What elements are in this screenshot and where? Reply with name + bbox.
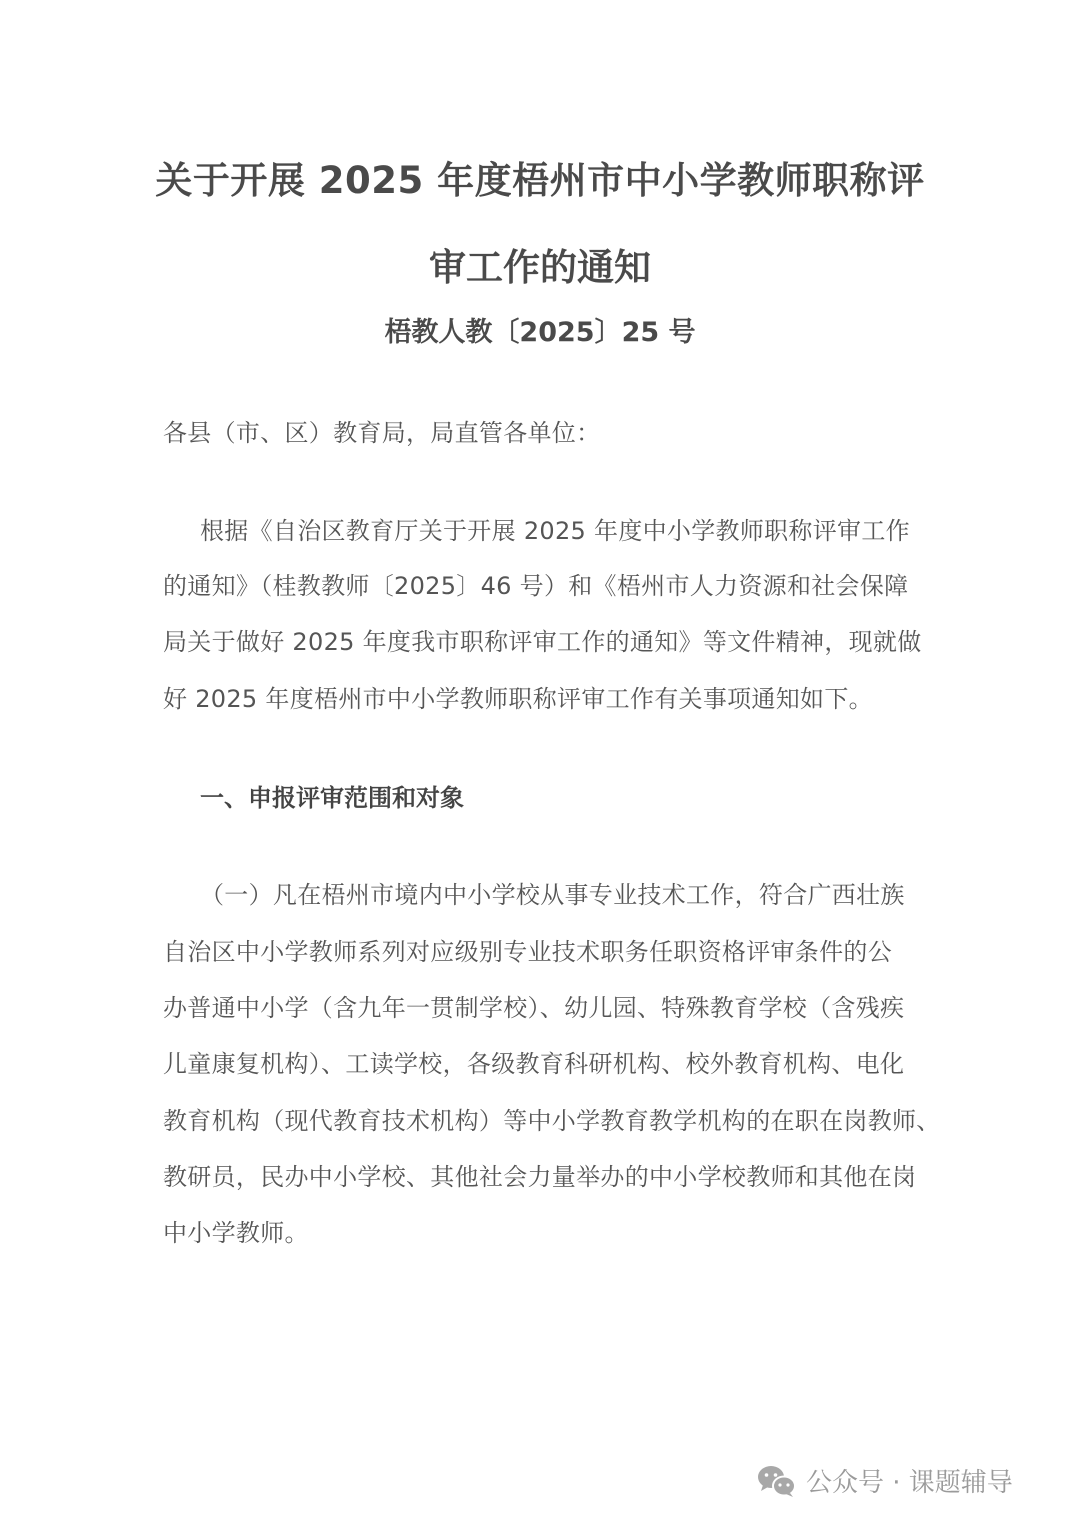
watermark bbox=[756, 1462, 1013, 1499]
section-item-line: 中小学教师。 bbox=[163, 1219, 309, 1247]
intro-paragraph-line: 的通知》（桂教教师〔2025〕46 号）和《梧州市人力资源和社会保障 bbox=[163, 572, 909, 600]
document-title-line-2: 审工作的通知 bbox=[429, 246, 651, 289]
section-item-line: 教研员，民办中小学校、其他社会力量举办的中小学校教师和其他在岗 bbox=[163, 1163, 917, 1191]
section-heading: 一、申报评审范围和对象 bbox=[200, 784, 464, 812]
section-item-line: （一）凡在梧州市境内中小学校从事专业技术工作，符合广西壮族 bbox=[200, 881, 905, 909]
section-item-line: 办普通中小学（含九年一贯制学校）、幼儿园、特殊教育学校（含残疾 bbox=[163, 994, 905, 1022]
intro-paragraph-line: 局关于做好 2025 年度我市职称评审工作的通知》等文件精神，现就做 bbox=[163, 628, 922, 656]
document-title-line-1: 关于开展 2025 年度梧州市中小学教师职称评 bbox=[155, 159, 925, 202]
section-item-line: 教育机构（现代教育技术机构）等中小学教育教学机构的在职在岗教师、 bbox=[163, 1107, 941, 1135]
section-item-line: 儿童康复机构）、工读学校，各级教育科研机构、校外教育机构、电化 bbox=[163, 1050, 905, 1078]
document-number: 梧教人教〔2025〕25 号 bbox=[384, 317, 696, 348]
intro-paragraph-line: 根据《自治区教育厅关于开展 2025 年度中小学教师职称评审工作 bbox=[200, 517, 910, 545]
wechat-icon bbox=[756, 1464, 798, 1498]
section-item-line: 自治区中小学教师系列对应级别专业技术职务任职资格评审条件的公 bbox=[163, 938, 892, 966]
salutation: 各县（市、区）教育局，局直管各单位： bbox=[163, 419, 601, 447]
watermark-text: 公众号 · 课题辅导 bbox=[806, 1468, 1013, 1498]
intro-paragraph-line: 好 2025 年度梧州市中小学教师职称评审工作有关事项通知如下。 bbox=[163, 685, 873, 713]
